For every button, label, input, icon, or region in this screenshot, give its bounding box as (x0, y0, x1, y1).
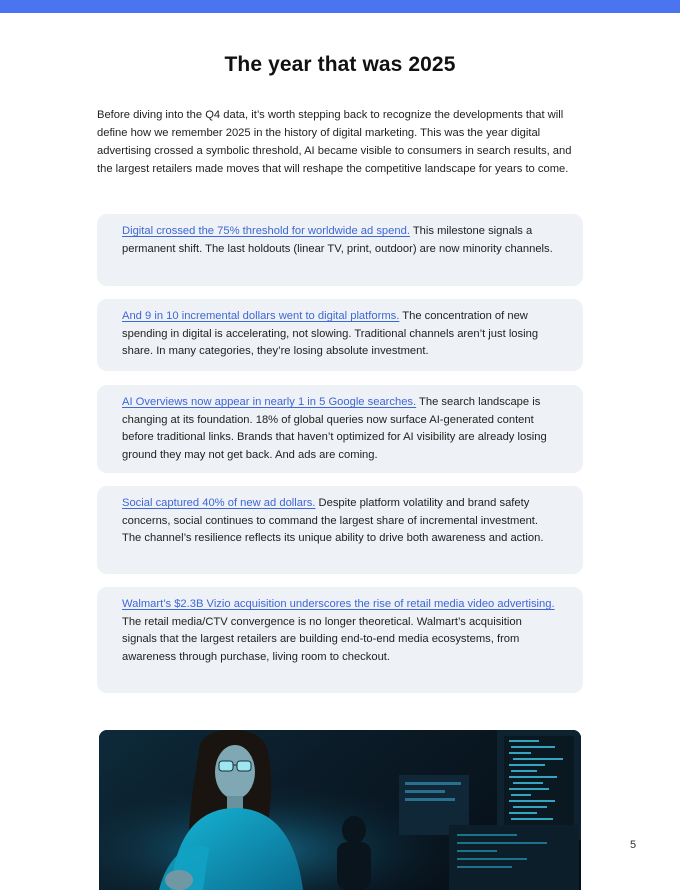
callout-card (97, 299, 583, 371)
callout-text: The concentration of new spending in digital is accelerating, not slowing. Traditional channels aren’t just losing share. In many categories, they’re losing absolute investment. (122, 310, 539, 358)
top-accent-bar (0, 0, 680, 13)
callout-text: This milestone signals a permanent shift. The last holdouts (linear TV, print, outdoor) are now minority channels. (122, 225, 553, 255)
callout-link[interactable]: Social captured 40% of new ad dollars. (122, 497, 316, 509)
callout-text: Despite platform volatility and brand safety concerns, social continues to command the largest share of incremental investment. The channel’s resilience reflects its unique ability to drive both awareness and action. (122, 497, 544, 545)
hero-photo (99, 730, 581, 890)
callout-text: The retail media/CTV convergence is no longer theoretical. Walmart’s acquisition signals that the largest retailers are building end-to-end media ecosystems, from awareness through purchase, living room to checkout. (122, 615, 522, 663)
callout-card (97, 587, 583, 693)
callout-card (97, 214, 583, 286)
callout-link[interactable]: Digital crossed the 75% threshold for worldwide ad spend. (122, 225, 410, 237)
page-number: 5 (630, 839, 637, 851)
page-title: The year that was 2025 (224, 53, 456, 76)
callout-link[interactable]: Walmart’s $2.3B Vizio acquisition underscores the rise of retail media video advertising. (122, 598, 555, 610)
callout-link[interactable]: AI Overviews now appear in nearly 1 in 5 Google searches. (122, 396, 417, 408)
callout-card (97, 486, 583, 574)
intro-paragraph: Before diving into the Q4 data, it’s worth stepping back to recognize the developments that will define how we remember 2025 in the history of digital marketing. This was the year digital advertising crossed a symbolic threshold, AI became visible to consumers in search results, and the largest retailers made moves that will reshape the competitive landscape for years to come. (97, 109, 572, 175)
callout-link[interactable]: And 9 in 10 incremental dollars went to digital platforms. (122, 310, 400, 322)
callout-text: The search landscape is changing at its foundation. 18% of global queries now surface AI-generated content before traditional links. Brands that haven’t optimized for AI visibility are already losing ground they may not get back. And ads are coming. (122, 396, 547, 461)
callout-card (97, 385, 583, 473)
